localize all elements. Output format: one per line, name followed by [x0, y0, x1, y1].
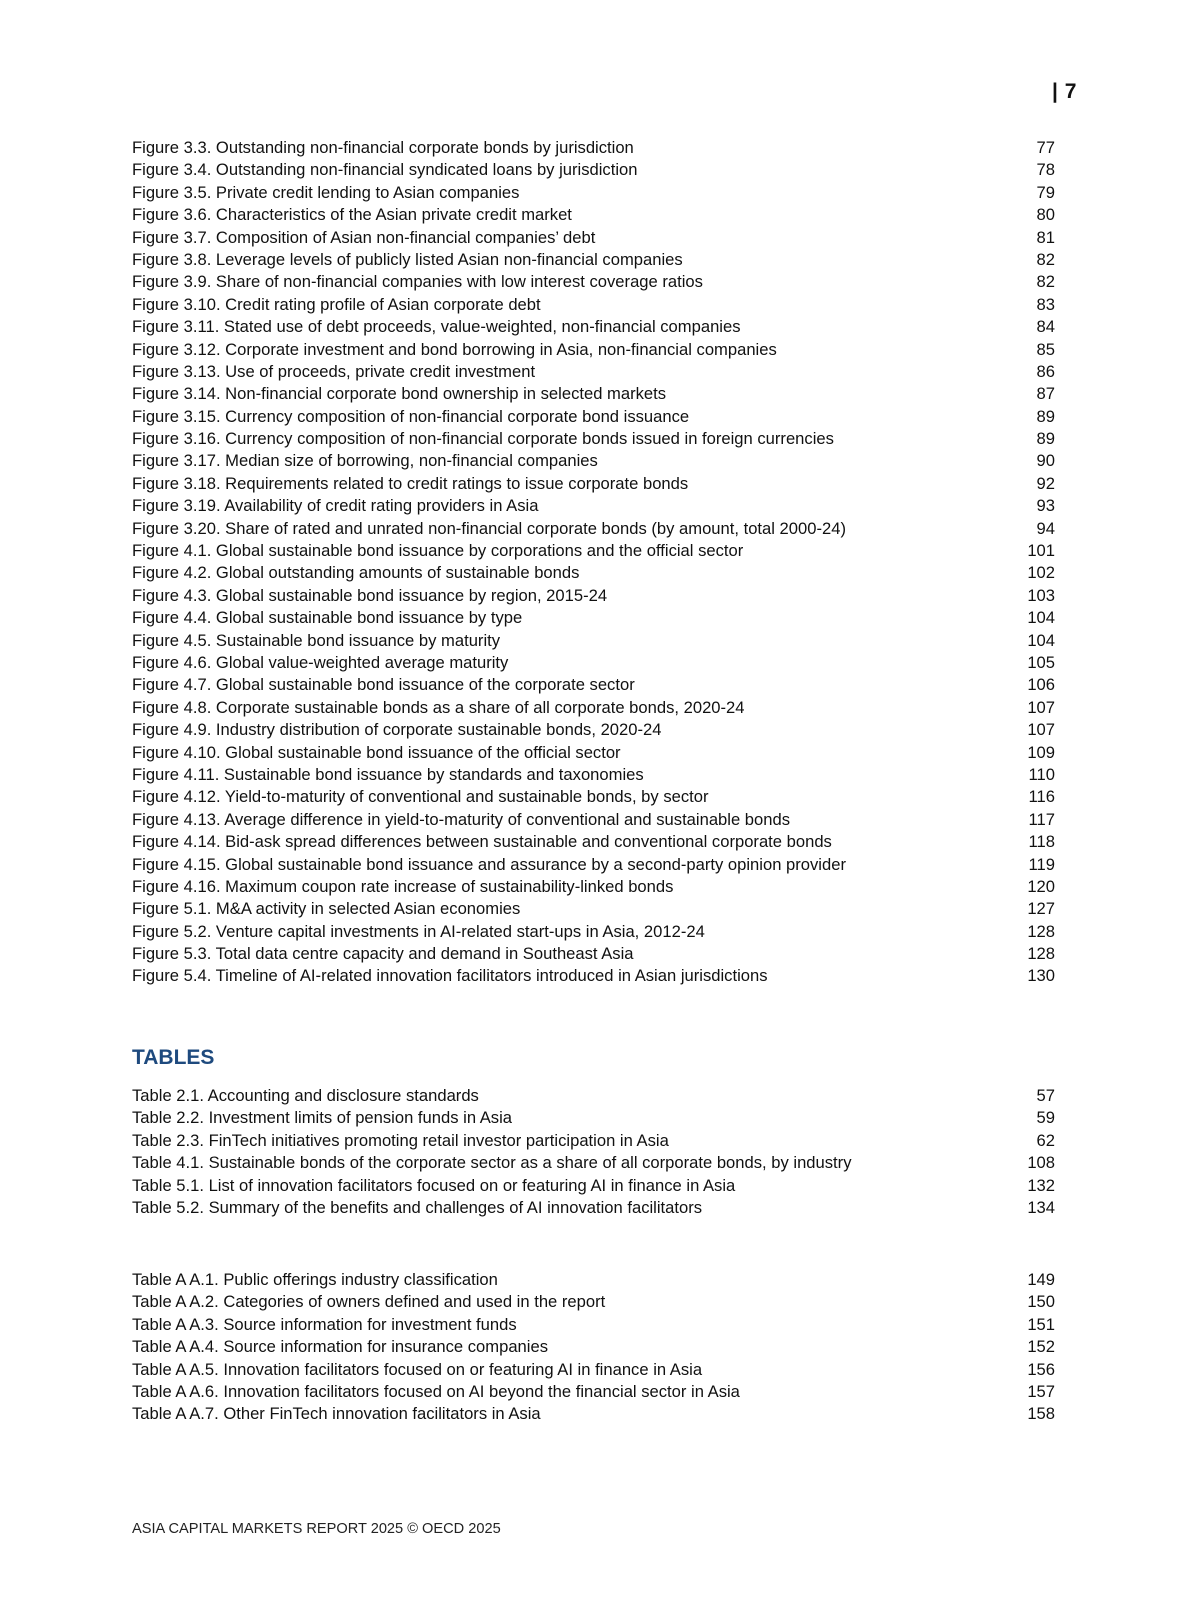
- toc-entry[interactable]: [132, 1197, 1055, 1219]
- toc-entry-label: Table 5.2. Summary of the benefits and challenges of AI innovation facilitators: [132, 1197, 703, 1217]
- toc-entry-page-number: 89: [1036, 406, 1055, 426]
- toc-entry-page-number: 130: [1027, 966, 1055, 986]
- toc-entry-page-number: 102: [1027, 563, 1055, 583]
- toc-entry-label: Figure 4.10. Global sustainable bond issuance of the official sector: [132, 742, 621, 762]
- toc-entry-label: Figure 4.1. Global sustainable bond issuance by corporations and the official sector: [132, 541, 744, 561]
- toc-entry-label: Figure 4.2. Global outstanding amounts of sustainable bonds: [132, 563, 580, 583]
- toc-entry-page-number: 134: [1027, 1197, 1055, 1217]
- toc-entry[interactable]: [132, 965, 1055, 987]
- toc-entry-label: Table 2.3. FinTech initiatives promoting retail investor participation in Asia: [132, 1130, 669, 1150]
- tables-list: [132, 1085, 1055, 1219]
- toc-entry-label: Table A A.4. Source information for insurance companies: [132, 1337, 549, 1357]
- toc-entry-page-number: 105: [1027, 652, 1055, 672]
- toc-entry-page-number: 94: [1036, 518, 1055, 538]
- toc-entry-label: Figure 5.2. Venture capital investments in AI-related start-ups in Asia, 2012-24: [132, 921, 705, 941]
- toc-entry-page-number: 151: [1027, 1314, 1055, 1334]
- toc-entry[interactable]: [132, 227, 1055, 249]
- toc-entry-label: Table A A.1. Public offerings industry classification: [132, 1270, 498, 1289]
- toc-entry-label: Figure 4.14. Bid-ask spread differences between sustainable and conventional corporate bonds: [132, 832, 832, 852]
- toc-entry-page-number: 82: [1036, 272, 1055, 292]
- toc-entry[interactable]: [132, 1381, 1055, 1403]
- toc-entry[interactable]: [132, 831, 1055, 853]
- toc-entry[interactable]: [132, 742, 1055, 764]
- toc-entry-label: Figure 3.18. Requirements related to credit ratings to issue corporate bonds: [132, 473, 689, 493]
- toc-entry[interactable]: [132, 406, 1055, 428]
- annex-tables-list: [132, 1269, 1055, 1426]
- toc-entry[interactable]: [132, 764, 1055, 786]
- toc-entry[interactable]: [132, 809, 1055, 831]
- toc-entry[interactable]: [132, 473, 1055, 495]
- toc-entry-page-number: 79: [1036, 182, 1055, 202]
- toc-entry-page-number: 85: [1036, 339, 1055, 359]
- toc-entry[interactable]: [132, 921, 1055, 943]
- toc-entry[interactable]: [132, 854, 1055, 876]
- toc-entry[interactable]: [132, 361, 1055, 383]
- toc-entry-page-number: 127: [1027, 899, 1055, 919]
- toc-entry[interactable]: [132, 1336, 1055, 1358]
- toc-entry[interactable]: [132, 450, 1055, 472]
- toc-entry[interactable]: [132, 204, 1055, 226]
- toc-entry[interactable]: [132, 697, 1055, 719]
- toc-entry-page-number: 103: [1027, 585, 1055, 605]
- toc-entry[interactable]: [132, 786, 1055, 808]
- toc-entry-page-number: 104: [1027, 608, 1055, 628]
- toc-entry-label: Figure 3.3. Outstanding non-financial corporate bonds by jurisdiction: [132, 138, 634, 157]
- toc-entry-label: Table 2.2. Investment limits of pension funds in Asia: [132, 1108, 513, 1128]
- toc-entry-page-number: 132: [1027, 1175, 1055, 1195]
- toc-entry[interactable]: [132, 383, 1055, 405]
- toc-entry-label: Table 4.1. Sustainable bonds of the corporate sector as a share of all corporate bonds, by industry: [132, 1153, 852, 1173]
- toc-entry-label: Figure 3.7. Composition of Asian non-financial companies’ debt: [132, 227, 596, 247]
- toc-entry-page-number: 104: [1027, 630, 1055, 650]
- toc-entry[interactable]: [132, 652, 1055, 674]
- toc-entry[interactable]: [132, 137, 1055, 159]
- toc-entry[interactable]: [132, 1152, 1055, 1174]
- toc-entry[interactable]: [132, 1314, 1055, 1336]
- toc-entry-label: Figure 3.20. Share of rated and unrated non-financial corporate bonds (by amount, total 2000-24): [132, 518, 846, 538]
- toc-entry-page-number: 87: [1036, 384, 1055, 404]
- toc-entry[interactable]: [132, 1175, 1055, 1197]
- toc-entry-page-number: 117: [1028, 809, 1055, 829]
- toc-entry-page-number: 120: [1027, 876, 1055, 896]
- toc-entry-page-number: 101: [1027, 541, 1055, 561]
- toc-entry-page-number: 59: [1036, 1108, 1055, 1128]
- toc-entry-page-number: 90: [1036, 451, 1055, 471]
- toc-entry-page-number: 110: [1028, 764, 1055, 784]
- toc-entry-page-number: 158: [1027, 1404, 1055, 1424]
- toc-entry-page-number: 93: [1036, 496, 1055, 516]
- toc-entry-label: Figure 4.13. Average difference in yield-to-maturity of conventional and sustainable bonds: [132, 809, 791, 829]
- toc-entry-page-number: 157: [1027, 1381, 1055, 1401]
- toc-entry[interactable]: [132, 518, 1055, 540]
- toc-entry-label: Table A A.3. Source information for investment funds: [132, 1314, 517, 1334]
- toc-entry[interactable]: [132, 271, 1055, 293]
- toc-entry-label: Figure 3.10. Credit rating profile of Asian corporate debt: [132, 294, 541, 314]
- toc-entry-label: Figure 3.19. Availability of credit rating providers in Asia: [132, 496, 539, 516]
- toc-entry[interactable]: [132, 1107, 1055, 1129]
- toc-entry-page-number: 84: [1036, 317, 1055, 337]
- toc-entry-label: Figure 4.8. Corporate sustainable bonds as a share of all corporate bonds, 2020-24: [132, 697, 745, 717]
- toc-entry-page-number: 77: [1036, 138, 1055, 157]
- toc-entry[interactable]: [132, 719, 1055, 741]
- toc-entry-page-number: 81: [1036, 227, 1055, 247]
- toc-entry-page-number: 149: [1027, 1270, 1055, 1289]
- toc-entry[interactable]: [132, 495, 1055, 517]
- toc-entry-page-number: 128: [1027, 944, 1055, 964]
- toc-entry-page-number: 89: [1036, 429, 1055, 449]
- toc-entry[interactable]: [132, 898, 1055, 920]
- toc-entry-page-number: 62: [1036, 1130, 1055, 1150]
- toc-entry[interactable]: [132, 1130, 1055, 1152]
- toc-entry-label: Figure 3.5. Private credit lending to Asian companies: [132, 182, 520, 202]
- toc-entry-label: Figure 3.17. Median size of borrowing, non-financial companies: [132, 451, 598, 471]
- toc-entry-label: Figure 3.9. Share of non-financial companies with low interest coverage ratios: [132, 272, 703, 292]
- toc-entry-label: Figure 4.7. Global sustainable bond issuance of the corporate sector: [132, 675, 635, 695]
- toc-entry-label: Table 5.1. List of innovation facilitators focused on or featuring AI in finance in Asia: [132, 1175, 736, 1195]
- toc-entry-label: Figure 3.4. Outstanding non-financial syndicated loans by jurisdiction: [132, 160, 638, 180]
- toc-entry-page-number: 152: [1027, 1337, 1055, 1357]
- toc-entry-label: Figure 4.15. Global sustainable bond issuance and assurance by a second-party opinion provider: [132, 854, 846, 874]
- toc-entry[interactable]: [132, 876, 1055, 898]
- toc-entry[interactable]: [132, 316, 1055, 338]
- toc-entry-page-number: 106: [1027, 675, 1055, 695]
- toc-entry-label: Figure 4.11. Sustainable bond issuance by standards and taxonomies: [132, 764, 644, 784]
- toc-entry-label: Figure 4.5. Sustainable bond issuance by maturity: [132, 630, 501, 650]
- toc-entry-page-number: 109: [1027, 742, 1055, 762]
- toc-entry[interactable]: [132, 182, 1055, 204]
- toc-entry-label: Figure 4.16. Maximum coupon rate increase of sustainability-linked bonds: [132, 876, 674, 896]
- toc-entry-label: Figure 3.11. Stated use of debt proceeds, value-weighted, non-financial companies: [132, 317, 741, 337]
- toc-entry[interactable]: [132, 1085, 1055, 1107]
- toc-entry-page-number: 57: [1036, 1086, 1055, 1105]
- toc-entry[interactable]: [132, 339, 1055, 361]
- toc-entry-label: Figure 3.6. Characteristics of the Asian private credit market: [132, 205, 572, 225]
- toc-entry-page-number: 116: [1028, 787, 1055, 807]
- toc-entry-page-number: 156: [1027, 1359, 1055, 1379]
- toc-entry-page-number: 108: [1027, 1153, 1055, 1173]
- toc-entry-label: Figure 4.12. Yield-to-maturity of conventional and sustainable bonds, by sector: [132, 787, 709, 807]
- toc-entry[interactable]: [132, 428, 1055, 450]
- toc-entry[interactable]: [132, 540, 1055, 562]
- toc-entry-label: Figure 3.8. Leverage levels of publicly listed Asian non-financial companies: [132, 249, 683, 269]
- toc-entry[interactable]: [132, 1291, 1055, 1313]
- toc-entry-label: Figure 3.13. Use of proceeds, private credit investment: [132, 361, 536, 381]
- toc-entry[interactable]: [132, 943, 1055, 965]
- toc-entry-label: Figure 3.12. Corporate investment and bond borrowing in Asia, non-financial companies: [132, 339, 777, 359]
- page-number: | 7: [1052, 80, 1077, 103]
- toc-entry-page-number: 83: [1036, 294, 1055, 314]
- toc-entry-label: Figure 5.3. Total data centre capacity and demand in Southeast Asia: [132, 944, 634, 964]
- tables-heading: TABLES: [132, 1046, 215, 1069]
- toc-entry-label: Figure 5.4. Timeline of AI-related innovation facilitators introduced in Asian jurisdictions: [132, 966, 768, 986]
- toc-entry-label: Figure 4.4. Global sustainable bond issuance by type: [132, 608, 523, 628]
- toc-entry[interactable]: [132, 1269, 1055, 1291]
- toc-entry-page-number: 119: [1028, 854, 1055, 874]
- toc-entry-label: Figure 3.14. Non-financial corporate bond ownership in selected markets: [132, 384, 667, 404]
- toc-entry-label: Table A A.7. Other FinTech innovation facilitators in Asia: [132, 1404, 541, 1424]
- toc-entry-label: Figure 4.6. Global value-weighted average maturity: [132, 652, 509, 672]
- toc-entry-label: Figure 4.3. Global sustainable bond issuance by region, 2015-24: [132, 585, 608, 605]
- toc-entry-label: Figure 5.1. M&A activity in selected Asian economies: [132, 899, 521, 919]
- toc-entry-page-number: 150: [1027, 1292, 1055, 1312]
- toc-entry[interactable]: [132, 1359, 1055, 1381]
- toc-entry-label: Table A A.2. Categories of owners defined and used in the report: [132, 1292, 606, 1312]
- toc-entry[interactable]: [132, 585, 1055, 607]
- toc-entry-page-number: 92: [1036, 473, 1055, 493]
- toc-entry[interactable]: [132, 607, 1055, 629]
- toc-entry[interactable]: [132, 674, 1055, 696]
- toc-entry[interactable]: [132, 562, 1055, 584]
- toc-entry-label: Table 2.1. Accounting and disclosure standards: [132, 1086, 479, 1105]
- toc-entry-page-number: 118: [1028, 832, 1055, 852]
- toc-entry[interactable]: [132, 1403, 1055, 1425]
- toc-entry[interactable]: [132, 159, 1055, 181]
- toc-entry-page-number: 128: [1027, 921, 1055, 941]
- toc-entry-page-number: 80: [1036, 205, 1055, 225]
- figures-list: [132, 137, 1055, 988]
- toc-entry-label: Figure 3.16. Currency composition of non-financial corporate bonds issued in foreign currencies: [132, 429, 834, 449]
- toc-entry-page-number: 86: [1036, 361, 1055, 381]
- footer-copyright: ASIA CAPITAL MARKETS REPORT 2025 © OECD 2025: [132, 1521, 501, 1537]
- toc-entry-label: Figure 3.15. Currency composition of non-financial corporate bond issuance: [132, 406, 690, 426]
- toc-entry-page-number: 82: [1036, 249, 1055, 269]
- toc-entry-page-number: 107: [1027, 720, 1055, 740]
- toc-entry[interactable]: [132, 630, 1055, 652]
- toc-entry[interactable]: [132, 294, 1055, 316]
- toc-entry-page-number: 107: [1027, 697, 1055, 717]
- toc-entry-label: Table A A.6. Innovation facilitators focused on AI beyond the financial sector in Asia: [132, 1381, 740, 1401]
- toc-entry[interactable]: [132, 249, 1055, 271]
- toc-entry-page-number: 78: [1036, 160, 1055, 180]
- toc-entry-label: Figure 4.9. Industry distribution of corporate sustainable bonds, 2020-24: [132, 720, 662, 740]
- toc-entry-label: Table A A.5. Innovation facilitators focused on or featuring AI in finance in Asia: [132, 1359, 703, 1379]
